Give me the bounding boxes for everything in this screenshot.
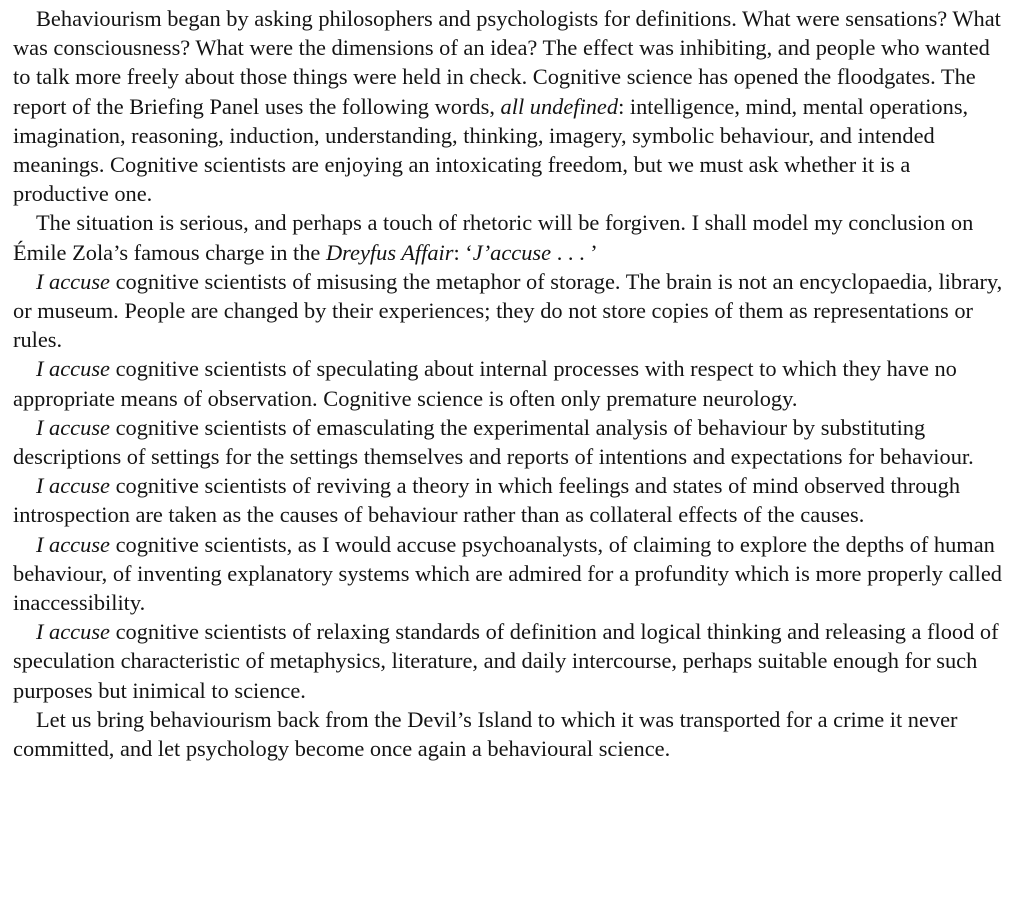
emphasis-text: I accuse	[36, 619, 110, 645]
emphasis-text: I accuse	[36, 356, 110, 382]
paragraph-accusation-introspection	[13, 471, 1009, 529]
paragraph-accusation-speculation	[13, 354, 1009, 412]
paragraph-text: cognitive scientists of reviving a theory in which feelings and states of mind observed through introspection are taken as the causes of behaviour rather than as collateral effects of the causes.	[13, 473, 961, 528]
paragraph-conclusion	[13, 705, 1009, 763]
paragraph-accusation-storage	[13, 267, 1009, 355]
paragraph-text: : intelligence, mind, mental operations, imagination, reasoning, induction, understanding, thinking, imagery, symbolic behaviour, and intended meanings. Cognitive scientists are enjoying an intoxicating freedom, but we must ask whether it is a productive one.	[13, 93, 969, 207]
quote-mark: ‘	[465, 239, 473, 265]
emphasis-text: Dreyfus Affair	[325, 239, 454, 265]
paragraph-text: The situation is serious, and perhaps a touch of rhetoric will be forgiven. I shall model my conclusion on Émile Zola’s famous charge in the	[13, 210, 974, 265]
emphasis-text: I accuse	[36, 473, 110, 499]
emphasis-text: I accuse	[36, 414, 110, 440]
paragraph-text: cognitive scientists, as I would accuse psychoanalysts, of claiming to explore the depths of human behaviour, of inventing explanatory systems which are admired for a profundity which is more properly called inaccessibility.	[13, 531, 1002, 616]
paragraph-accusation-emasculating	[13, 413, 1009, 471]
paragraph-text: Behaviourism began by asking philosophers and psychologists for definitions. What were sensations? What was consciousness? What were the dimensions of an idea? The effect was inhibiting, and people who wanted to talk more freely about those things were held in check. Cognitive science has opened the floodgates. The report of the Briefing Panel uses the following words,	[13, 6, 1001, 119]
emphasis-text: I accuse	[36, 531, 110, 557]
paragraph-text: Let us bring behaviourism back from the Devil’s Island to which it was transported for a crime it never committed, and let psychology become once again a behavioural science.	[13, 706, 958, 762]
paragraph-text: cognitive scientists of misusing the metaphor of storage. The brain is not an encyclopaedia, library, or museum. People are changed by their experiences; they do not store copies of them as representations or rules.	[13, 268, 1003, 353]
paragraph-accusation-depths	[13, 530, 1009, 618]
paragraph-text: cognitive scientists of relaxing standards of definition and logical thinking and releasing a flood of speculation characteristic of metaphysics, literature, and daily intercourse, perhaps suitable enough for such purposes but inimical to science.	[13, 619, 999, 703]
emphasis-text: I accuse	[36, 268, 110, 294]
paragraph-text: cognitive scientists of emasculating the experimental analysis of behaviour by substituting descriptions of settings for the settings themselves and reports of intentions and expectations for behaviour.	[13, 414, 974, 470]
emphasis-text: J’accuse	[472, 239, 552, 265]
paragraph-text: . . . ’	[551, 239, 598, 265]
paragraph-text: :	[453, 239, 466, 265]
paragraph-jaccuse-intro	[13, 208, 1009, 266]
paragraph-accusation-standards	[13, 617, 1009, 705]
paragraph-definitions	[13, 4, 1009, 208]
paragraph-text: cognitive scientists of speculating about internal processes with respect to which they have no appropriate means of observation. Cognitive science is often only premature neurology.	[13, 356, 957, 411]
emphasis-text: all undefined	[500, 93, 619, 119]
